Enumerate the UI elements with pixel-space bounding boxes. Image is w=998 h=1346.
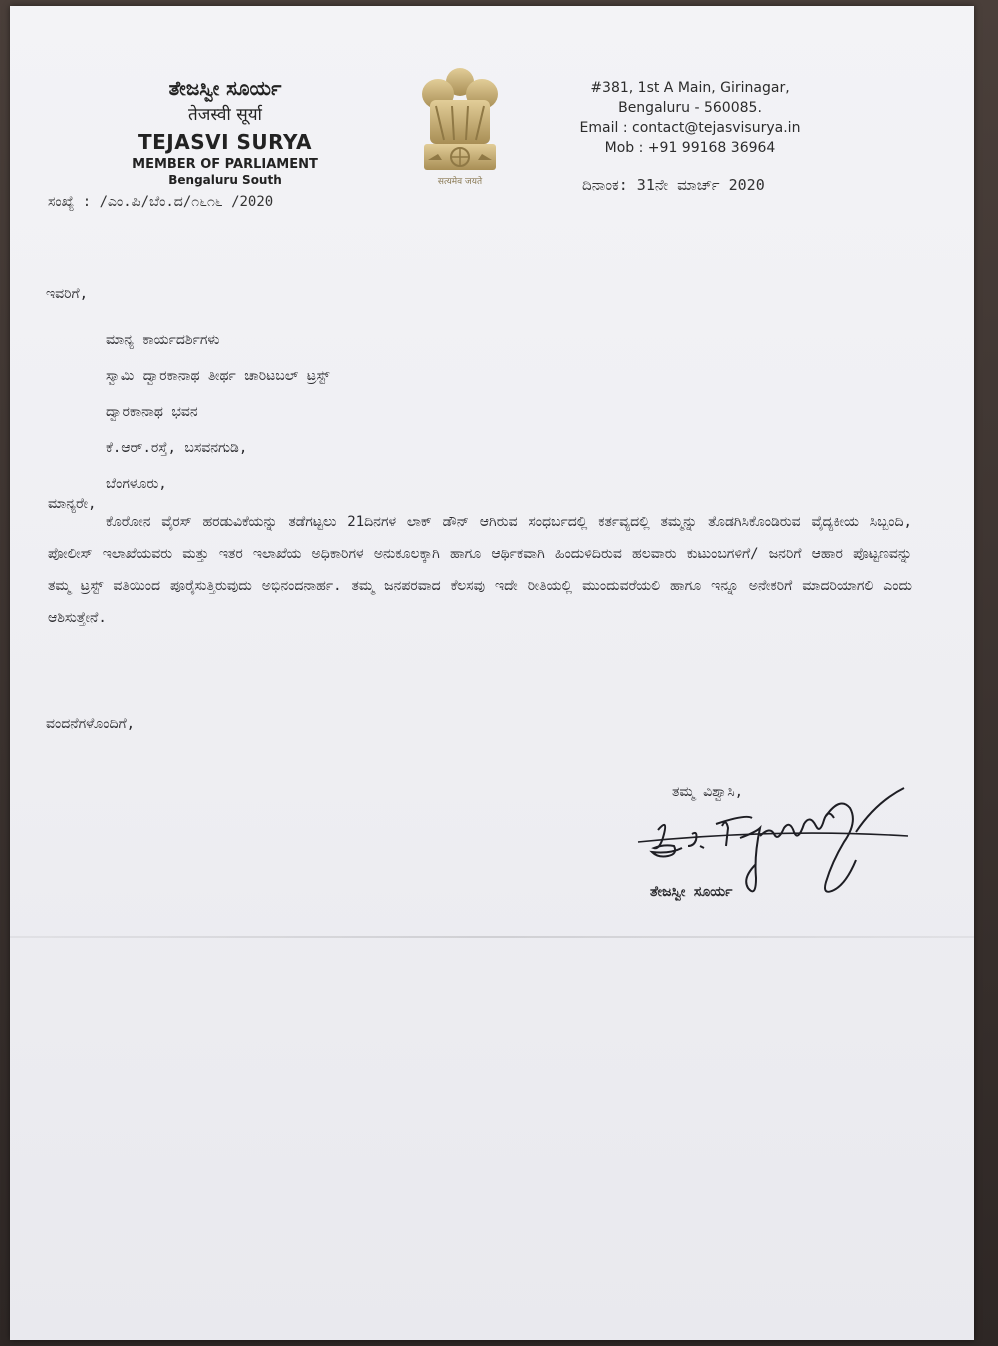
- letterhead-name-block: [110, 76, 340, 188]
- name-hindi: तेजस्वी सूर्या: [188, 105, 262, 125]
- mobile-line: Mob : +91 99168 36964: [604, 140, 776, 156]
- name-kannada: ತೇಜಸ್ವೀ ಸೂರ್ಯ: [168, 76, 282, 100]
- handwritten-signature-icon: [630, 786, 930, 926]
- email-line: Email : contact@tejasvisurya.in: [579, 120, 801, 136]
- recipient-line: ಸ್ವಾಮಿ ದ್ವಾರಕಾನಾಥ ತೀರ್ಥ ಚಾರಿಟಬಲ್ ಟ್ರಸ್ಟ್: [106, 368, 330, 384]
- recipient-line: ದ್ವಾರಕಾನಾಥ ಭವನ: [106, 404, 198, 420]
- recipient-label: ಇವರಿಗೆ,: [46, 286, 89, 302]
- name-english: TEJASVI SURYA: [137, 130, 312, 154]
- address-line-2: Bengaluru - 560085.: [618, 100, 762, 116]
- recipient-line: ಬೆಂಗಳೂರು,: [106, 476, 167, 492]
- address-line-1: #381, 1st A Main, Girinagar,: [590, 80, 790, 96]
- sign-off: ತಮ್ಮ ವಿಶ್ವಾಸಿ,: [672, 784, 744, 800]
- recipient-address: [106, 322, 330, 502]
- letter-date: ದಿನಾಂಕ: 31ನೇ ಮಾರ್ಚ್ 2020: [582, 176, 765, 194]
- closing: ವಂದನೆಗಳೊಂದಿಗೆ,: [46, 716, 136, 732]
- signatory-name: ತೇಜಸ್ವೀ ಸೂರ್ಯ: [650, 884, 733, 900]
- emblem-motto: सत्यमेव जयते: [437, 177, 483, 187]
- salutation: ಮಾನ್ಯರೇ,: [48, 496, 97, 512]
- paper-fold: [10, 936, 974, 938]
- designation: MEMBER OF PARLIAMENT: [132, 157, 318, 172]
- recipient-line: ಕೆ.ಆರ್.ರಸ್ತೆ, ಬಸವನಗುಡಿ,: [106, 440, 248, 456]
- recipient-line: ಮಾನ್ಯ ಕಾರ್ಯದರ್ಶಿಗಳು: [106, 332, 220, 348]
- reference-number: ಸಂಖ್ಯೆ : /ಎಂ.ಪಿ/ಬೆಂ.ದ/೧೬೧೬ /2020: [48, 194, 274, 210]
- letterhead-contact-block: [570, 78, 810, 158]
- constituency: Bengaluru South: [168, 173, 282, 187]
- letter-body: ಕೊರೋನ ವೈರಸ್ ಹರಡುವಿಕೆಯನ್ನು ತಡೆಗಟ್ಟಲು 21ದಿನಗಳ ಲಾಕ್ ಡೌನ್ ಆಗಿರುವ ಸಂಧರ್ಬದಲ್ಲಿ ಕರ್ತವ್ಯದಲ್ಲಿ ತಮ್ಮನ್ನು ತೊಡಗಿಸಿಕೊಂಡಿರುವ ವೈದ್ಯಕೀಯ ಸಿಬ್ಬಂದಿ, ಪೋಲೀಸ್ ಇಲಾಖೆಯವರು ಮತ್ತು ಇತರ ಇಲಾಖೆಯ ಅಧಿಕಾರಿಗಳ ಅನುಕೂಲಕ್ಕಾಗಿ ಹಾಗೂ ಆರ್ಥಿಕವಾಗಿ ಹಿಂದುಳಿದಿರುವ ಹಲವಾರು ಕುಟುಂಬಗಳಿಗೆ/ ಜನರಿಗೆ ಆಹಾರ ಪೊಟ್ಟಣವನ್ನು ತಮ್ಮ ಟ್ರಸ್ಟ್ ವತಿಯಿಂದ ಪೂರೈಸುತ್ತಿರುವುದು ಅಭಿನಂದನಾರ್ಹ. ತಮ್ಮ ಜನಪರವಾದ ಕೆಲಸವು ಇದೇ ರೀತಿಯಲ್ಲಿ ಮುಂದುವರೆಯಲಿ ಹಾಗೂ ಇನ್ನೂ ಅನೇಕರಿಗೆ ಮಾದರಿಯಾಗಲಿ ಎಂದು ಆಶಿಸುತ್ತೇನೆ.: [48, 514, 912, 626]
- national-emblem-icon: [414, 60, 506, 188]
